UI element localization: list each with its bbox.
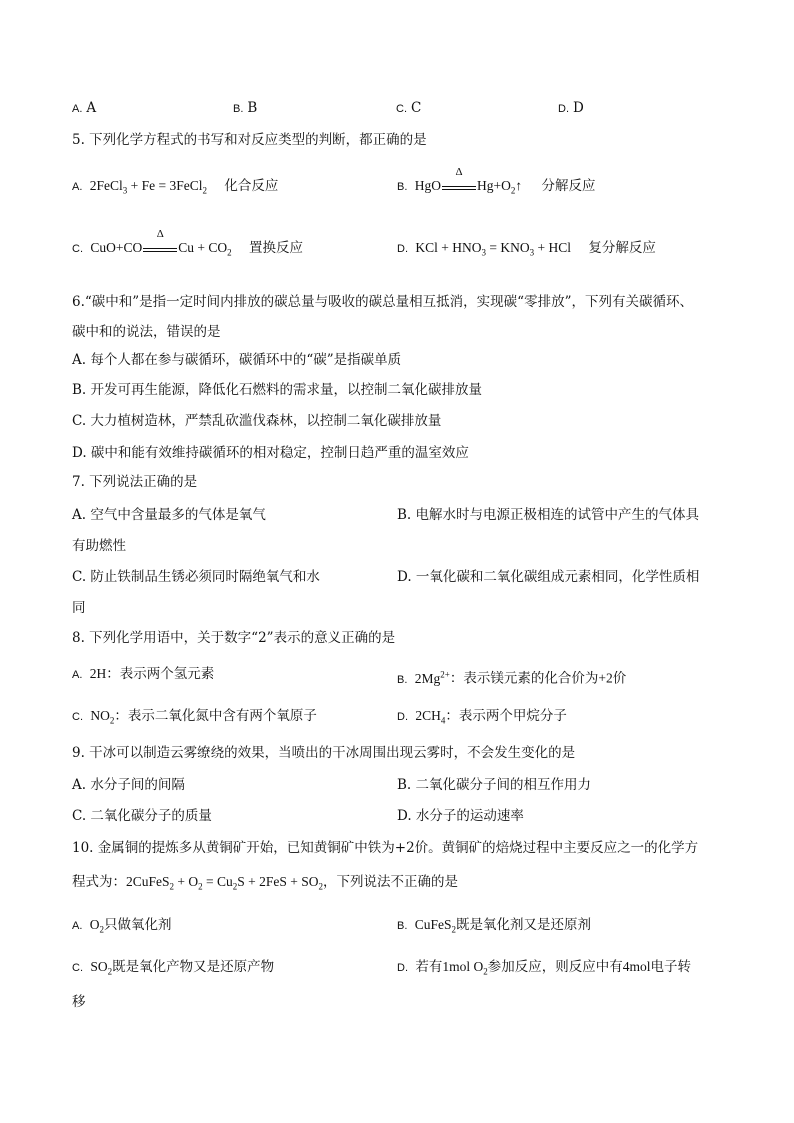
option-prefix: A.: [72, 103, 83, 115]
option-prefix: A.: [72, 920, 83, 932]
option-text: 参加反应，则反应中有: [487, 959, 623, 974]
question-7-option-d-line1: D. 一氧化碳和二氧化碳组成元素相同，化学性质相: [397, 569, 700, 585]
reaction-type: 化合反应: [224, 178, 279, 193]
formula: 4mol: [622, 959, 651, 974]
option-text: B: [247, 100, 258, 116]
formula: CuFeS$_2$: [414, 917, 457, 935]
stem-text: 程式为：: [72, 874, 126, 889]
question-10-option-b: [397, 915, 591, 940]
question-5-stem: 5. 下列化学方程式的书写和对反应类型的判断，都正确的是: [72, 132, 427, 148]
formula: 1mol $O_2$: [442, 959, 488, 977]
question-10-stem-line1: 10. 金属铜的提炼多从黄铜矿开始，已知黄铜矿中铁为+2价。黄铜矿的焙烧过程中主要反应之一的化学方: [72, 840, 699, 856]
question-10-option-d: [397, 957, 691, 982]
option-prefix: A.: [72, 669, 83, 681]
option-prefix: C.: [72, 711, 83, 723]
question-10-option-a: [72, 915, 172, 940]
question-7-option-d-line2: 同: [72, 600, 86, 616]
option-text: A: [86, 100, 97, 116]
prev-question-option-d: [558, 98, 584, 119]
option-prefix: D.: [397, 711, 408, 723]
question-6-option-b: B. 开发可再生能源，降低化石燃料的需求量，以控制二氧化碳排放量: [72, 382, 483, 398]
question-10-stem-line2: [72, 872, 458, 897]
question-8-option-a: [72, 664, 214, 685]
option-text: D: [573, 100, 584, 116]
heat-symbol: Δ: [156, 228, 164, 240]
equation: 2CuFeS$_2$ + $O_2 = Cu_2S + 2FeS + SO_2$: [126, 874, 324, 892]
option-text: ：表示镁元素的化合价为+2价: [449, 670, 627, 686]
option-prefix: B.: [397, 920, 408, 932]
question-5-option-d: [397, 238, 656, 263]
option-text: 只做氧化剂: [104, 917, 172, 932]
question-9-option-d: D. 水分子的运动速率: [397, 808, 524, 824]
question-7-option-b-line1: B. 电解水时与电源正极相连的试管中产生的气体具: [397, 507, 700, 523]
question-7-option-b-line2: 有助燃性: [72, 538, 126, 554]
formula: $NO_2$: [90, 708, 115, 726]
question-9-option-c: C. 二氧化碳分子的质量: [72, 808, 212, 824]
option-prefix: C.: [72, 243, 83, 255]
formula: $SO_2$: [90, 959, 113, 977]
prev-question-option-c: [396, 98, 421, 119]
option-prefix: D.: [397, 962, 408, 974]
question-7-option-c: C. 防止铁制品生锈必须同时隔绝氧气和水: [72, 569, 320, 585]
option-text: C: [411, 100, 422, 116]
question-6-option-a: A. 每个人都在参与碳循环，碳循环中的“碳”是指碳单质: [72, 352, 402, 368]
question-7-option-a: A. 空气中含量最多的气体是氧气: [72, 507, 266, 523]
option-prefix: C.: [72, 962, 83, 974]
question-5-option-c: [72, 228, 303, 263]
option-text: 电子转: [650, 959, 692, 974]
reaction-type: 置换反应: [249, 240, 303, 255]
question-6-option-d: D. 碳中和能有效维持碳循环的相对稳定，控制日趋严重的温室效应: [72, 445, 469, 461]
question-5-option-b: [397, 166, 596, 201]
formula: 2H: [89, 666, 107, 681]
question-8-option-c: [72, 706, 317, 731]
reaction-type: 分解反应: [541, 178, 596, 193]
option-text: 若有: [415, 959, 443, 974]
question-6-option-c: C. 大力植树造林，严禁乱砍滥伐森林，以控制二氧化碳排放量: [72, 413, 442, 429]
formula: $2CH_4$: [415, 708, 446, 726]
equation: CuO+CO Δ $Cu + CO_2$: [90, 240, 231, 255]
question-6-stem-line2: 碳中和的说法，错误的是: [72, 324, 221, 340]
heat-symbol: Δ: [455, 166, 463, 178]
option-prefix: C.: [396, 103, 407, 115]
question-8-stem: 8. 下列化学用语中，关于数字“2”表示的意义正确的是: [72, 630, 396, 646]
option-text: ：表示二氧化氮中含有两个氧原子: [114, 708, 317, 723]
option-text: 既是氧化剂又是还原剂: [456, 917, 592, 932]
equation: 2FeCl$_3$ + Fe = 3FeCl$_2$: [89, 178, 208, 196]
option-prefix: B.: [397, 673, 408, 686]
question-9-stem: 9. 干冰可以制造云雾缭绕的效果，当喷出的干冰周围出现云雾时，不会发生变化的是: [72, 745, 576, 761]
question-6-stem-line1: 6.“碳中和”是指一定时间内排放的碳总量与吸收的碳总量相互抵消，实现碳“零排放”，下列有关碳循环、: [72, 294, 693, 310]
prev-question-option-a: [72, 98, 96, 119]
question-8-option-d: [397, 706, 567, 731]
formula: $O_2$: [89, 917, 105, 935]
reaction-type: 复分解反应: [588, 240, 656, 255]
question-7-stem: 7. 下列说法正确的是: [72, 474, 198, 490]
option-prefix: B.: [233, 103, 244, 115]
option-prefix: D.: [397, 243, 408, 255]
question-10-option-d-line2: 移: [72, 994, 86, 1010]
prev-question-option-b: [233, 98, 257, 119]
question-9-option-a: A. 水分子间的间隔: [72, 777, 185, 793]
option-prefix: B.: [397, 181, 408, 193]
equation: KCl + $HNO_3 = KNO_3$ + HCl: [415, 240, 571, 258]
option-prefix: A.: [72, 181, 83, 193]
option-prefix: D.: [558, 103, 569, 115]
option-text: 既是氧化产物又是还原产物: [112, 959, 275, 974]
question-9-option-b: B. 二氧化碳分子间的相互作用力: [397, 777, 592, 793]
question-10-option-c: [72, 957, 274, 982]
equation: HgO Δ $Hg+O_2↑$: [415, 178, 522, 193]
option-text: ：表示两个甲烷分子: [445, 708, 567, 723]
stem-text: ，下列说法不正确的是: [323, 874, 459, 889]
question-5-option-a: [72, 176, 278, 201]
question-8-option-b: [397, 664, 626, 690]
option-text: ：表示两个氢元素: [106, 666, 215, 681]
formula: $2Mg^{2+}$: [414, 669, 450, 686]
